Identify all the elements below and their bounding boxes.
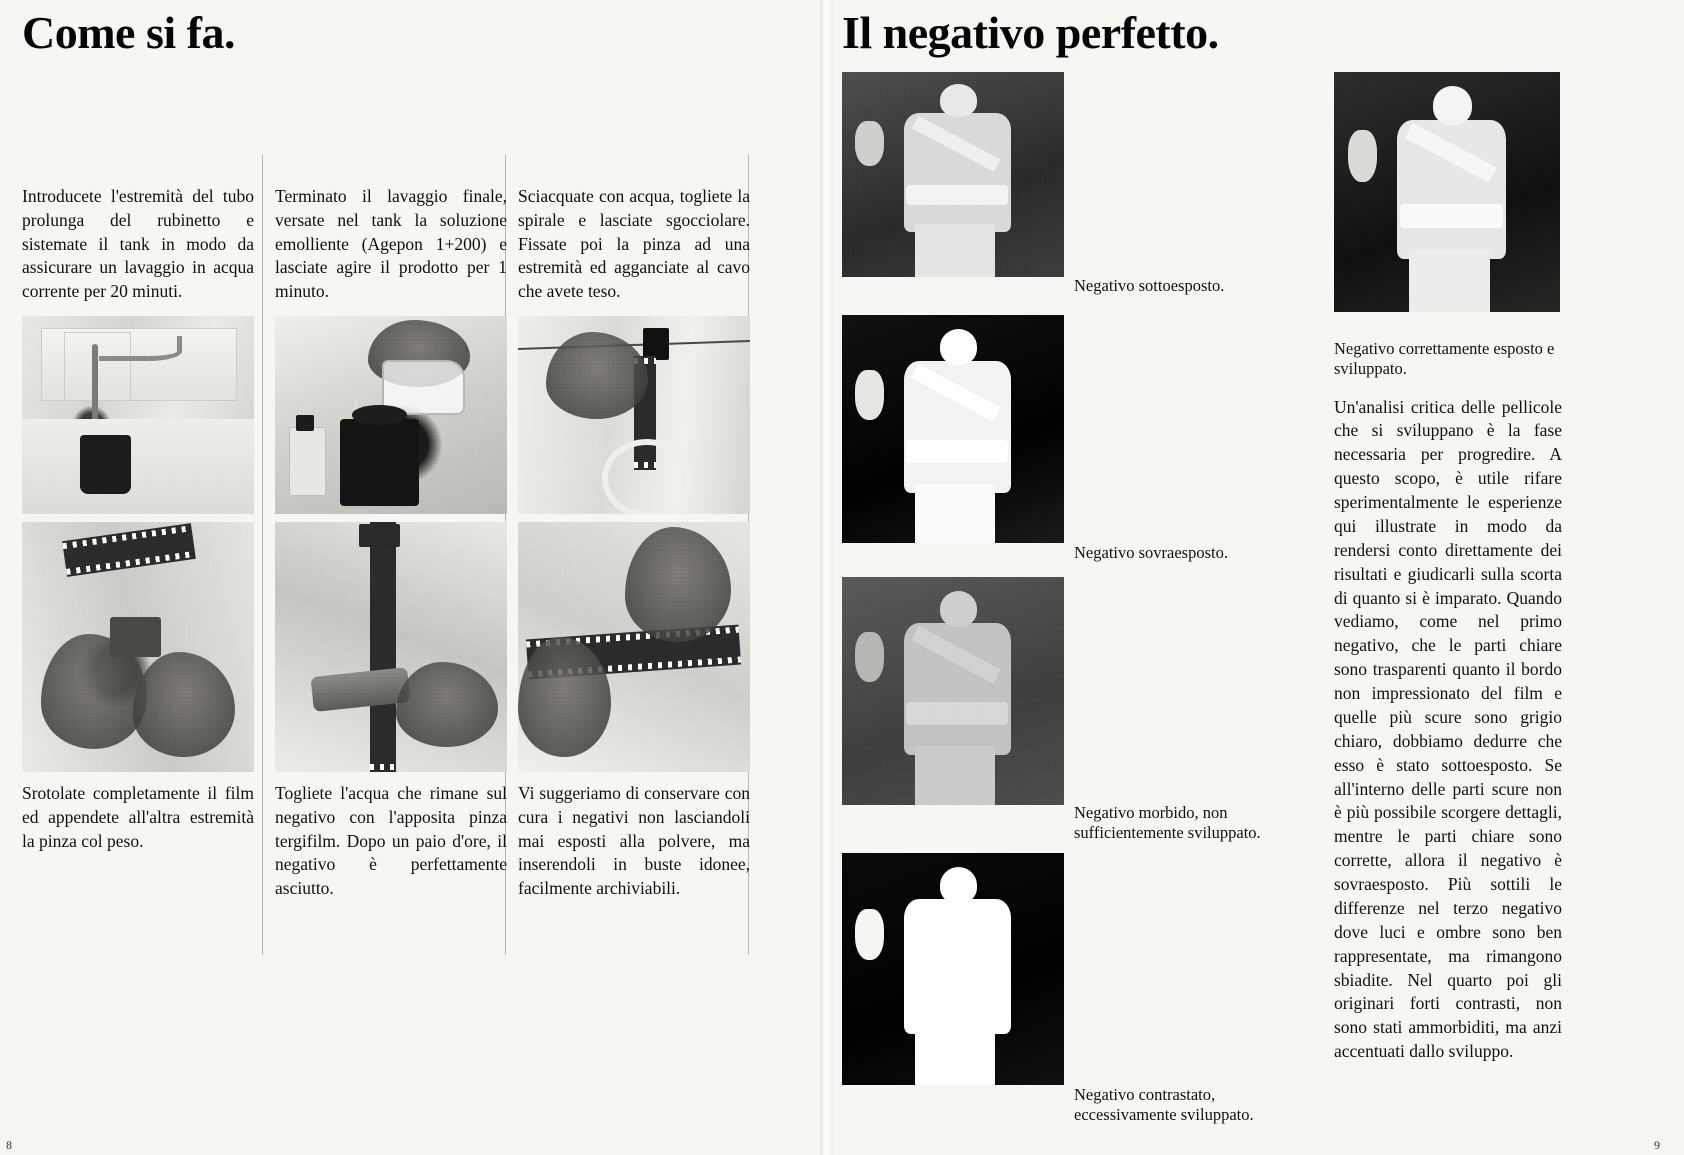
negative-soft-photo bbox=[842, 577, 1064, 805]
column-divider-1 bbox=[262, 155, 263, 955]
negative-contrasty-photo bbox=[842, 853, 1064, 1085]
negative-caption: Negativo sottoesposto. bbox=[1074, 276, 1225, 295]
left-column-2 bbox=[275, 185, 507, 901]
analysis-text: Un'analisi critica delle pellicole che si sviluppano è la fase necessaria per progredire. A questo scopo, è utile rifare sperimentalmente le esperienze qui illustrate in modo da rendersi conto direttamente dei risultati e giudicarli sulla scorta di quanto si è imparato. Quando vediamo, come nel primo negativo, che le parti chiare sono trasparenti quanto il bordo non impressionato del film e quelle più scure sono grigio chiaro, dobbiamo dedurre che esso è stato sottoesposto. Se all'interno delle parti scure non è più possibile scorgere dettagli, mentre le parti chiare sono corrette, allora il negativo è sovraesposto. Più sottili le differenze nel terzo negativo dove luci e ombre sono ben rappresentate, ma rimangono sbiadite. Nel quarto poi gli originari forti contrasti, non sono stati ammorbiditi, ma anzi accentuati dallo sviluppo. bbox=[1334, 396, 1562, 1062]
column-1-caption: Srotolate completamente il film ed appendete all'altra estremità la pinza col peso. bbox=[22, 782, 254, 851]
left-page bbox=[0, 0, 820, 1155]
column-3-intro-text: Sciacquate con acqua, togliete la spirale e lasciate sgocciolare. Fissate poi la pinza ad una estremità ed agganciate al cavo che avete teso. bbox=[518, 186, 750, 302]
column-2-intro-text: Terminato il lavaggio finale, versate nel tank la soluzione emolliente (Agepon 1+200) e lasciate agire il prodotto per 1 minuto. bbox=[275, 186, 507, 302]
left-column-3 bbox=[518, 185, 750, 901]
page-gutter bbox=[820, 0, 834, 1155]
negative-correct-photo bbox=[1334, 72, 1560, 312]
negatives-list bbox=[842, 72, 1261, 1125]
hanging-film-clip-photo bbox=[518, 316, 750, 514]
negative-item bbox=[842, 577, 1261, 843]
pouring-agepon-photo bbox=[275, 316, 507, 514]
column-2-caption: Togliete l'acqua che rimane sul negativo con l'apposita pinza tergifilm. Dopo un paio d'ore, il negativo è perfettamente asciutto. bbox=[275, 782, 507, 899]
negative-overexposed-photo bbox=[842, 315, 1064, 543]
unrolling-film-photo bbox=[22, 522, 254, 772]
left-column-1 bbox=[22, 185, 254, 853]
left-page-folio: 8 bbox=[6, 1138, 12, 1152]
column-1-intro-text: Introducete l'estremità del tubo prolunga del rubinetto e sistemate il tank in modo da assicurare un lavaggio in acqua corrente per 20 minuti. bbox=[22, 186, 254, 302]
negative-caption: Negativo morbido, non sufficientemente sviluppato. bbox=[1074, 803, 1261, 843]
right-page-headline: Il negativo perfetto. bbox=[842, 7, 1219, 58]
negative-item bbox=[842, 853, 1254, 1125]
right-page-folio: 9 bbox=[1654, 1138, 1660, 1152]
storing-negatives-photo bbox=[518, 522, 750, 772]
left-page-headline: Come si fa. bbox=[22, 7, 235, 58]
negative-item bbox=[842, 72, 1225, 295]
tap-washing-tank-photo bbox=[22, 316, 254, 514]
column-3-caption: Vi suggeriamo di conservare con cura i negativi non lasciandoli mai esposti alla polvere, ma inserendoli in buste idonee, facilmente archiviabili. bbox=[518, 782, 750, 899]
film-squeegee-photo bbox=[275, 522, 507, 772]
negative-underexposed-photo bbox=[842, 72, 1064, 277]
right-page bbox=[834, 0, 1684, 1155]
negative-caption: Negativo sovraesposto. bbox=[1074, 543, 1228, 562]
negative-caption: Negativo contrastato, eccessivamente sviluppato. bbox=[1074, 1085, 1254, 1125]
negative-correct-caption: Negativo correttamente esposto e sviluppato. bbox=[1334, 338, 1555, 378]
negative-item bbox=[842, 315, 1228, 562]
